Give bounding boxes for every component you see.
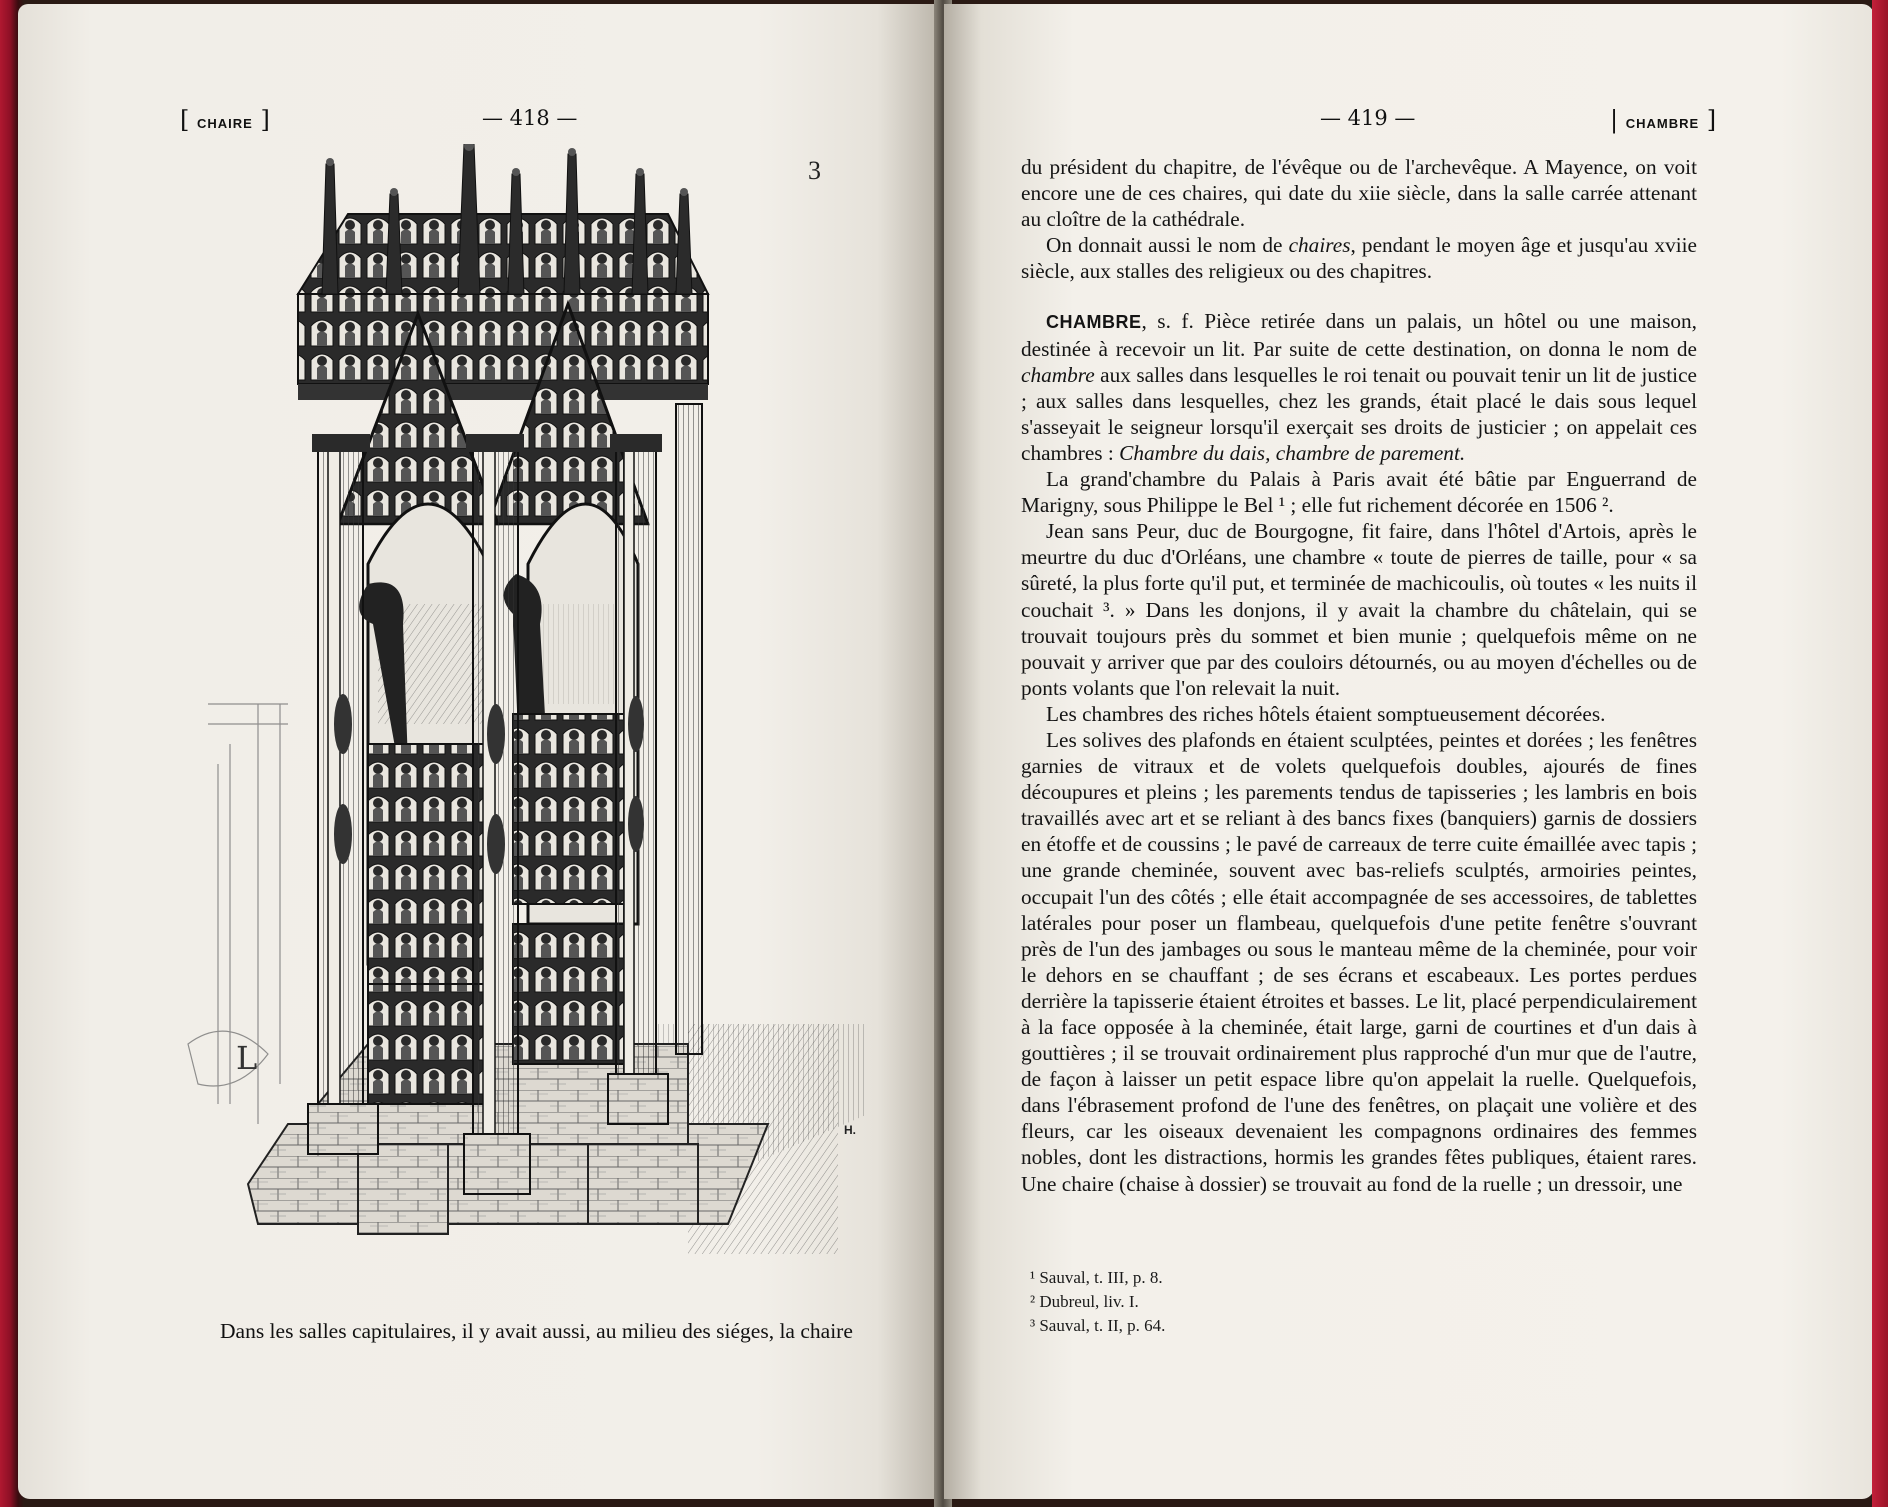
right-running-head: | CHAMBRE ] — [1610, 106, 1717, 134]
footnote: ¹ Sauval, t. III, p. 8. — [1030, 1268, 1163, 1287]
left-page — [18, 4, 942, 1499]
right-page-body — [1021, 154, 1697, 1197]
book-edge — [1872, 0, 1888, 1507]
footnotes — [1030, 1266, 1630, 1338]
entry-headword: CHAMBRE — [1046, 312, 1142, 333]
paragraph: On donnait aussi le nom de chaires, pendant le moyen âge et jusqu'au xviie siècle, aux stalles des religieux ou des chapitres. — [1021, 233, 1698, 284]
paragraph: La grand'chambre du Palais à Paris avait été bâtie par Enguerrand de Marigny, sous Philippe le Bel ¹ ; elle fut richement décorée en 1506 ². — [1021, 467, 1697, 518]
figure-number: 3 — [808, 156, 821, 185]
figure-signature: H. — [844, 1123, 856, 1137]
gothic-chaire-engraving — [168, 144, 888, 1304]
paragraph: Les chambres des riches hôtels étaient somptueusement décorées. — [1046, 701, 1606, 726]
footnote: ² Dubreul, liv. I. — [1030, 1292, 1139, 1311]
paragraph: Jean sans Peur, duc de Bourgogne, fit faire, dans l'hôtel d'Artois, après le meurtre du duc d'Orléans, une chambre « toute de pierres de taille, pour « sa sûreté, la plus forte qu'il put, et terminée de machicoulis, où toutes « les nuits il couchait ³. » Dans les donjons, il y avait la chambre du châtelain, qui se trouvait toujours près du sommet et bien munie ; quelquefois même on ne pouvait y arriver que par des couloirs détournés, ou au moyen d'échelles ou de ponts volants que l'on relevait la nuit. — [1021, 519, 1697, 700]
svg-text:L: L — [236, 1039, 258, 1077]
left-page-caption: Dans les salles capitulaires, il y avait aussi, au milieu des siéges, la chaire — [220, 1319, 853, 1343]
left-running-head: [ CHAIRE ] — [180, 106, 270, 134]
left-page-number: — 418 — — [482, 106, 578, 130]
dictionary-entry: CHAMBRE, s. f. Pièce retirée dans un palais, un hôtel ou une maison, destinée à recevoir un lit. Par suite de cette destination, on donna le nom de chambre aux salles dans lesquelles le roi tenait ou pouvait tenir un lit de justice ; aux salles dans lesquelles, chez les grands, était placé le dais sous lequel s'asseyait le seigneur lorsqu'il exerçait ses droits de justicier ; on appelait ces chambres : Chambre du dais, chambre de parement. — [1021, 309, 1697, 465]
right-page — [944, 4, 1874, 1499]
paragraph: Les solives des plafonds en étaient sculptées, peintes et dorées ; les fenêtres garnies de vitraux et de volets quelquefois doubles, ajourés de fines découpures et pleins ; les parements tendus de tapisseries ; les lambris en bois travaillés avec art et se reliant à des bancs fixes (banquiers) garnis de dossiers en étoffe et de coussins ; le pavé de carreaux de terre cuite émaillée avec tapis ; une grande cheminée, souvent avec bas-reliefs sculptés, armoiries peintes, occupait l'un des côtés ; elle était accompagnée de ses accessoires, de tablettes latérales pour poser un flambeau, quelquefois d'une petite fenêtre s'ouvrant près de l'un des jambages ou sous le manteau même de la cheminée, pour voir le dehors en se chauffant ; de ses écrans et escabeaux. Les portes perdues derrière la tapisserie étaient étroites et basses. Le lit, placé perpendiculairement à la face opposée à la cheminée, était large, garni de courtines et d'un dais à gouttières ; il se trouvait ordinairement plus rapproché d'un mur que de l'autre, de façon à laisser un petit espace libre qu'on appelait la ruelle. Quelquefois, dans l'ébrasement profond de l'une des fenêtres, on plaçait une volière et des fleurs, car les oiseaux devenaient les compagnons ordinaires des femmes nobles, dont les distractions, hormis les grandes fêtes publiques, étaient rares. Une chaire (chaise à dossier) se trouvait au fond de la ruelle ; un dressoir, une — [1021, 727, 1697, 1196]
paragraph: du président du chapitre, de l'évêque ou de l'archevêque. A Mayence, on voit encore une de ces chaires, qui date du xiie siècle, dans la salle carrée attenant au cloître de la cathédrale. — [1021, 155, 1697, 232]
footnote: ³ Sauval, t. II, p. 64. — [1030, 1316, 1166, 1335]
right-page-number: — 419 — — [1320, 106, 1416, 130]
